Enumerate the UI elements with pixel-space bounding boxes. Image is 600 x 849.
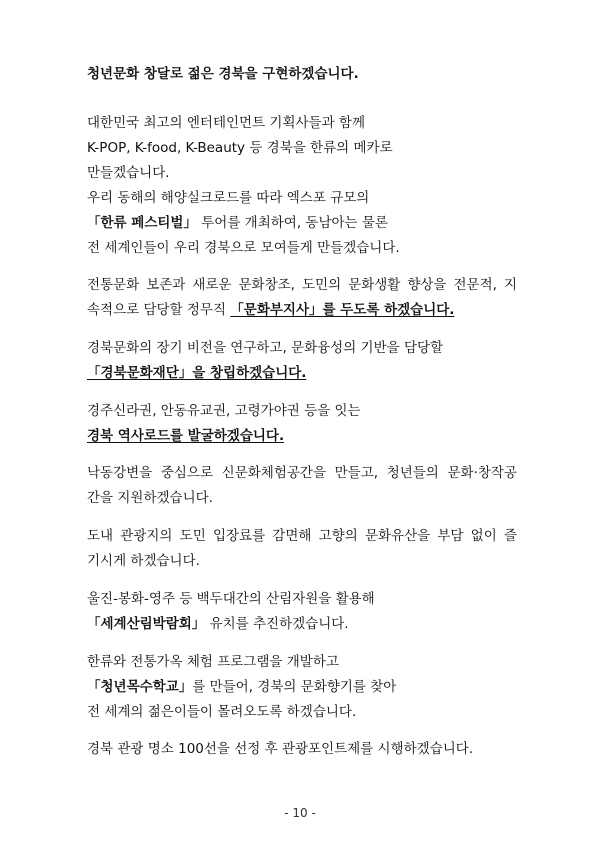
text-run: 를 만들어, 경북의 문화향기를 찾아 bbox=[192, 679, 397, 695]
text-line: 전 세계의 젊은이들이 몰려오도록 하겠습니다. bbox=[87, 704, 357, 720]
text-line bbox=[87, 298, 517, 323]
text-line bbox=[87, 612, 517, 637]
text-line: 청년문화 창달로 젊은 경북을 구현하겠습니다. bbox=[87, 66, 359, 82]
text-run: 유치를 추진하겠습니다. bbox=[205, 616, 349, 632]
emphasis-text: 「청년목수학교」 bbox=[87, 679, 193, 695]
paragraph-hallyu-festival bbox=[87, 186, 517, 261]
paragraph-nakdong-space bbox=[87, 461, 517, 511]
emphasis-text: 「세계산림박람회」 bbox=[87, 616, 206, 632]
text-line: 대한민국 최고의 엔터테인먼트 기획사들과 함께 bbox=[87, 115, 365, 131]
text-line: 만들겠습니다. bbox=[87, 165, 170, 181]
paragraph-culture-vice-governor bbox=[87, 273, 517, 323]
text-run: 투어를 개최하여, 동남아는 물론 bbox=[196, 215, 388, 231]
emphasis-text: 「문화부지사」를 두도록 하겠습니다. bbox=[230, 302, 455, 318]
emphasis-text: 「한류 페스티벌」 bbox=[87, 215, 197, 231]
text-line: 전통문화 보존과 새로운 문화창조, 도민의 문화생활 향상을 전문적, 지 bbox=[87, 277, 517, 293]
paragraph-carpentry-school bbox=[87, 650, 517, 725]
paragraph-admission-discount bbox=[87, 524, 517, 574]
text-line bbox=[87, 211, 517, 236]
text-line: 도내 관광지의 도민 입장료를 감면해 고향의 문화유산을 부담 없이 즐 bbox=[87, 528, 517, 544]
text-line: 기시게 하겠습니다. bbox=[87, 553, 200, 569]
text-line bbox=[87, 675, 517, 700]
paragraph-culture-foundation bbox=[87, 336, 517, 386]
paragraph-history-road bbox=[87, 399, 517, 449]
text-run: 속적으로 담당할 정무직 bbox=[87, 302, 231, 318]
emphasis-text: 경북 역사로드를 발굴하겠습니다. bbox=[87, 428, 285, 444]
text-line: 낙동강변을 중심으로 신문화체험공간을 만들고, 청년들의 문화·창작공 bbox=[87, 465, 517, 481]
headline bbox=[87, 62, 517, 87]
text-line: 울진-봉화-영주 등 백두대간의 산림자원을 활용해 bbox=[87, 591, 375, 607]
text-line: 전 세계인들이 우리 경북으로 모여들게 만들겠습니다. bbox=[87, 240, 400, 256]
text-line: 우리 동해의 해양실크로드를 따라 엑스포 규모의 bbox=[87, 190, 370, 206]
paragraph-tourism-points bbox=[87, 737, 517, 762]
page-number: - 10 - bbox=[284, 806, 316, 820]
text-line: 경북문화의 장기 비전을 연구하고, 문화융성의 기반을 담당할 bbox=[87, 340, 444, 356]
paragraph-forest-expo bbox=[87, 587, 517, 637]
emphasis-text: 「경북문화재단」을 창립하겠습니다. bbox=[87, 365, 307, 381]
text-line: 경북 관광 명소 100선을 선정 후 관광포인트제를 시행하겠습니다. bbox=[87, 741, 474, 757]
text-line: 경주신라권, 안동유교권, 고령가야권 등을 잇는 bbox=[87, 403, 361, 419]
text-line: K-POP, K-food, K-Beauty 등 경북을 한류의 메카로 bbox=[87, 140, 393, 156]
text-line: 간을 지원하겠습니다. bbox=[87, 490, 213, 506]
paragraph-hallyu-mecca bbox=[87, 111, 517, 186]
text-line: 한류와 전통가옥 체험 프로그램을 개발하고 bbox=[87, 654, 339, 670]
